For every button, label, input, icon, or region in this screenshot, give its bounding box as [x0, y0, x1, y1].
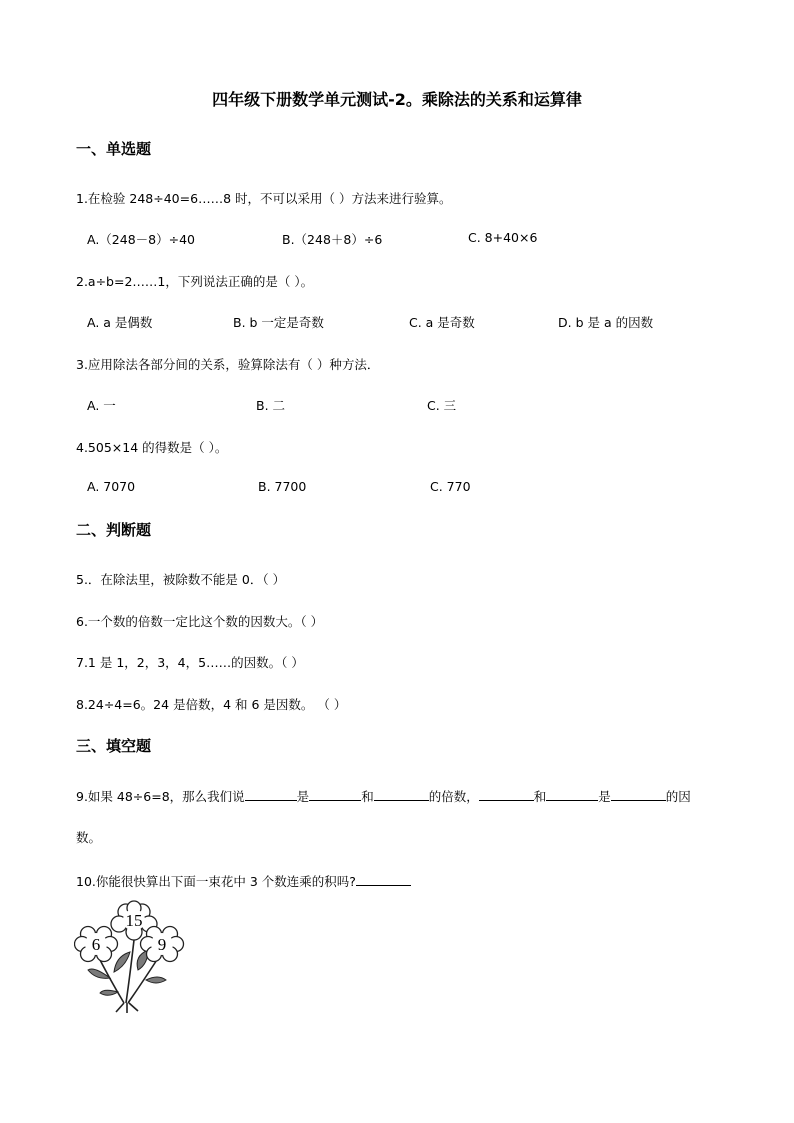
- q9-word: 和: [533, 789, 547, 804]
- section-heading-fill-blank: 三、填空题: [76, 737, 152, 755]
- q3-option-c: C. 三: [427, 398, 457, 413]
- q9-word: 的倍数，: [428, 789, 479, 804]
- question-6: 6.一个数的倍数一定比这个数的因数大。（ ）: [76, 614, 324, 629]
- question-5: 5.．在除法里，被除数不能是 0．（ ）: [76, 572, 286, 587]
- answer-blank[interactable]: [245, 786, 297, 801]
- question-3: 3.应用除法各部分间的关系，验算除法有（ ）种方法．: [76, 357, 380, 372]
- q2-option-c: C. a 是奇数: [409, 315, 475, 330]
- question-9: [76, 786, 691, 805]
- flower-number-left: 6: [91, 935, 101, 954]
- q1-option-a: A.（248－8）÷40: [87, 232, 195, 247]
- answer-blank[interactable]: [309, 786, 361, 801]
- flower-number-top: 15: [125, 911, 143, 930]
- answer-blank[interactable]: [479, 786, 534, 801]
- q9-prefix: 9.如果 48÷6=8，那么我们说: [76, 789, 245, 804]
- q9-word: 和: [361, 789, 374, 804]
- q4-option-c: C. 770: [430, 479, 471, 494]
- question-10: [76, 871, 411, 890]
- q3-option-a: A. 一: [87, 398, 116, 413]
- q1-option-c: C. 8+40×6: [468, 230, 538, 245]
- page-title: 四年级下册数学单元测试-2。乘除法的关系和运算律: [212, 90, 582, 109]
- answer-blank[interactable]: [374, 786, 429, 801]
- q10-text: 10.你能很快算出下面一束花中 3 个数连乘的积吗?: [76, 874, 356, 889]
- question-2: 2.a÷b=2……1，下列说法正确的是（ ）。: [76, 274, 314, 289]
- q9-word: 是: [296, 789, 310, 804]
- question-7: 7.1 是 1，2，3，4，5……的因数。（ ）: [76, 655, 304, 670]
- answer-blank[interactable]: [546, 786, 598, 801]
- question-9-continuation: 数。: [76, 830, 102, 845]
- question-8: 8.24÷4=6。24 是倍数，4 和 6 是因数。 （ ）: [76, 697, 347, 712]
- q3-option-b: B. 二: [256, 398, 286, 413]
- flower-number-right: 9: [157, 935, 167, 954]
- section-heading-true-false: 二、判断题: [76, 521, 152, 539]
- answer-blank[interactable]: [611, 786, 666, 801]
- question-1: 1.在检验 248÷40=6……8 时，不可以采用（ ）方法来进行验算。: [76, 191, 452, 206]
- q9-word: 的因: [665, 789, 691, 804]
- q2-option-a: A. a 是偶数: [87, 315, 153, 330]
- q2-option-b: B. b 一定是奇数: [233, 315, 324, 330]
- question-4: 4.505×14 的得数是（ ）。: [76, 440, 228, 455]
- section-heading-single-choice: 一、单选题: [76, 140, 152, 158]
- answer-blank[interactable]: [356, 871, 411, 886]
- q1-option-b: B.（248＋8）÷6: [282, 232, 383, 247]
- q2-option-d: D. b 是 a 的因数: [558, 315, 654, 330]
- q4-option-a: A. 7070: [87, 479, 136, 494]
- q9-word: 是: [598, 789, 611, 804]
- q4-option-b: B. 7700: [258, 479, 307, 494]
- flower-bouquet-illustration: [74, 900, 189, 1020]
